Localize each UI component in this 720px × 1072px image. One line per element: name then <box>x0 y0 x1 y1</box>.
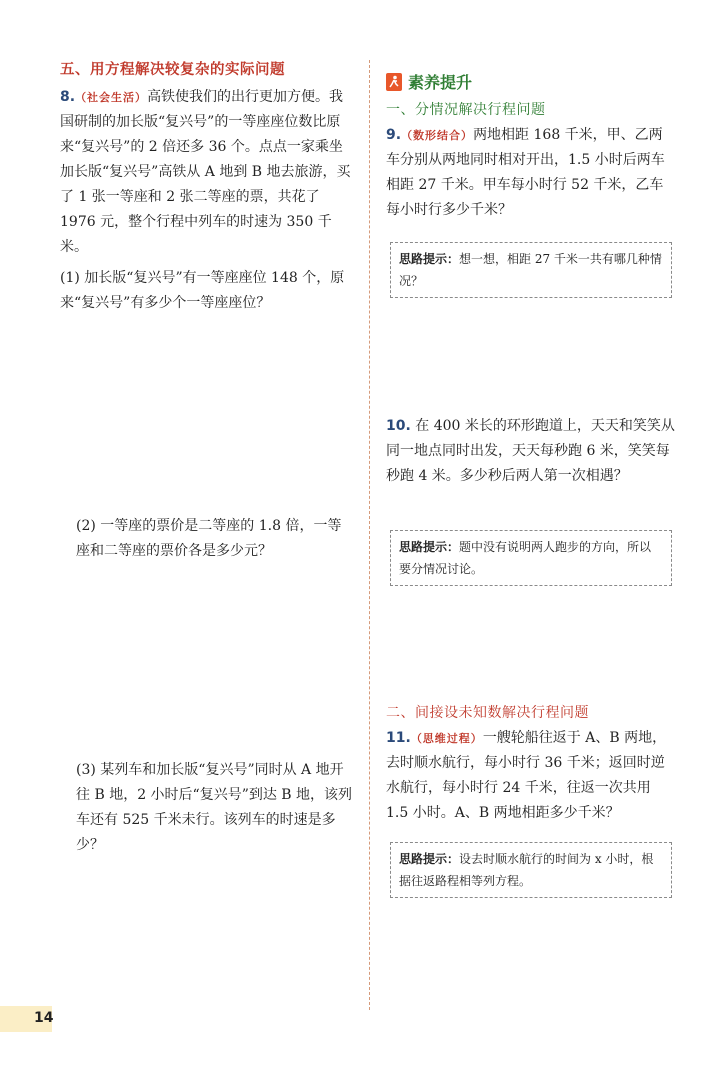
problem-8-q3: (3) 某列车和加长版“复兴号”同时从 A 地开往 B 地，2 小时后“复兴号”到达 B 地，该列车还有 525 千米未行。该列车的时速是多少？ <box>76 762 353 853</box>
problem-11-number: 11. <box>386 730 411 746</box>
page-number: 14 <box>34 1010 54 1026</box>
hint-box-10 <box>390 530 672 586</box>
problem-9 <box>386 123 676 223</box>
banner <box>386 70 676 93</box>
problem-10-text: 在 400 米长的环形跑道上，天天和笑笑从同一地点同时出发，天天每秒跑 6 米，笑笑每秒跑 4 米。多少秒后两人第一次相遇？ <box>386 418 675 484</box>
hint-label-9: 思路提示： <box>399 252 460 266</box>
problem-8-tag: （社会生活） <box>75 91 148 104</box>
problem-10-number: 10. <box>386 418 411 434</box>
problem-10 <box>386 414 676 489</box>
problem-9-number: 9. <box>386 127 402 143</box>
problem-8-q1: (1) 加长版“复兴号”有一等座座位 148 个，原来“复兴号”有多少个一等座座位？ <box>60 270 345 311</box>
right-column <box>386 70 676 223</box>
banner-title: 素养提升 <box>408 73 473 92</box>
problem-11-tag: （思维过程） <box>410 732 483 745</box>
section-title-2: 二、间接设未知数解决行程问题 <box>386 705 589 721</box>
problem-11 <box>386 726 676 826</box>
section-title-5: 五、用方程解决较复杂的实际问题 <box>60 62 285 78</box>
hint-box-9 <box>390 242 672 298</box>
running-figure-icon <box>386 73 402 91</box>
problem-11-text: 一艘轮船往返于 A、B 两地，去时顺水航行，每小时行 36 千米；返回时逆水航行，每小时行 24 千米，往返一次共用 1.5 小时。A、B 两地相距多少千米？ <box>386 730 667 821</box>
hint-text-11: 设去时顺水航行的时间为 x 小时，根据往返路程相等列方程。 <box>399 852 654 888</box>
problem-8-text: 高铁使我们的出行更加方便。我国研制的加长版“复兴号”的一等座座位数比原来“复兴号”的 2 倍还多 36 个。点点一家乘坐加长版“复兴号”高铁从 A 地到 B 地去旅游，买了 1 张一等座和 2 张二等座的票，共花了 1976 元，整个行程中列车的时速为 350 千米。 <box>60 89 351 255</box>
hint-text-9: 想一想，相距 27 千米一共有哪几种情况？ <box>399 252 662 288</box>
problem-8 <box>60 85 352 260</box>
problem-9-text: 两地相距 168 千米，甲、乙两车分别从两地同时相对开出，1.5 小时后两车相距 27 千米。甲车每小时行 52 千米，乙车每小时行多少千米？ <box>386 127 665 218</box>
hint-label-11: 思路提示： <box>399 852 460 866</box>
problem-8-q2: (2) 一等座的票价是二等座的 1.8 倍，一等座和二等座的票价各是多少元？ <box>76 518 342 559</box>
section-title-1: 一、分情况解决行程问题 <box>386 102 546 118</box>
problem-8-number: 8. <box>60 89 76 105</box>
problem-9-tag: （数形结合） <box>401 129 474 142</box>
column-divider <box>369 60 370 1010</box>
hint-text-10: 题中没有说明两人跑步的方向，所以要分情况讨论。 <box>399 540 652 576</box>
hint-box-11 <box>390 842 672 898</box>
hint-label-10: 思路提示： <box>399 540 460 554</box>
left-column <box>60 58 352 316</box>
